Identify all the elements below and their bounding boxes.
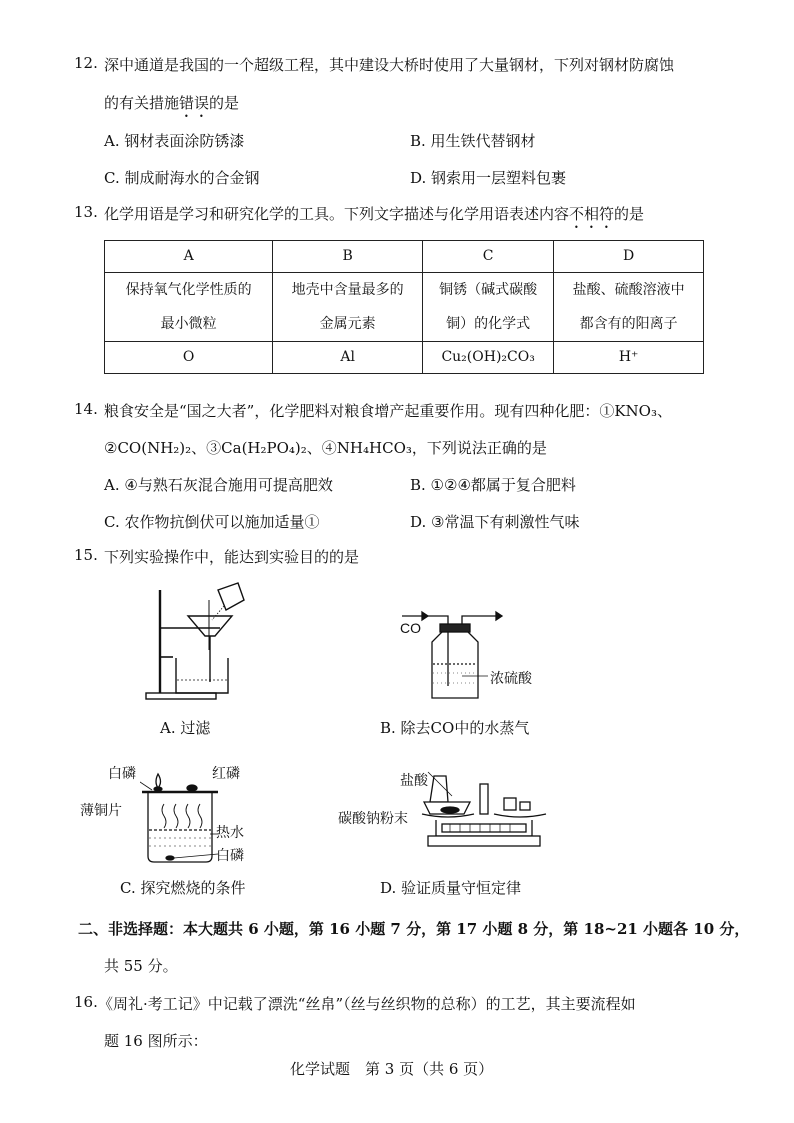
weight-small [520,802,530,810]
q13-header-b: B [273,241,423,273]
q16-stem-line2: 题 16 图所示： [104,1032,208,1050]
q14-stem-line1: 粮食安全是“国之大者”，化学肥料对粮食增产起重要作用。现有四种化肥：①KNO₃、 [104,402,672,420]
q12-option-a: A. 钢材表面涂防锈漆 [104,132,245,150]
q15-stem: 下列实验操作中，能达到实验目的的是 [104,548,360,566]
q15-caption-a: A. 过滤 [160,719,211,737]
q13-desc-b: 地壳中含量最多的 金属元素 [273,273,423,342]
combustion-diagram [140,764,220,869]
q14-option-d: D. ③常温下有刺激性气味 [410,513,580,531]
q12-emphasis: 错误 [179,94,210,112]
q16-number: 16. [74,993,98,1011]
weight-large [504,798,516,810]
label-white-phosphorus-top: 白磷 [108,766,136,782]
q16-stem-line1: 《周礼·考工记》中记载了漂洗“丝帛”（丝与丝织物的总称）的工艺，其主要流程如 [98,995,636,1013]
q13-emphasis: 不相符 [569,205,615,223]
red-phosphorus-pile [187,785,197,791]
q13-symbol-a: O [105,342,273,374]
q13-desc-a: 保持氧气化学性质的 最小微粒 [105,273,273,342]
label-co: CO [400,620,421,636]
q15-caption-c: C. 探究燃烧的条件 [120,879,246,897]
filtration-diagram [140,580,250,705]
label-copper-sheet: 薄铜片 [80,803,122,819]
label-hot-water: 热水 [216,825,244,841]
stopper [440,624,470,632]
flame-icon [156,774,161,788]
q13-number: 13. [74,203,98,221]
iron-stand-base [146,693,216,699]
q13-header-a: A [105,241,273,273]
q12-option-d: D. 钢索用一层塑料包裹 [410,169,567,187]
q12-stem-line1: 深中通道是我国的一个超级工程，其中建设大桥时使用了大量钢材，下列对钢材防腐蚀 [104,56,675,74]
pouring-beaker [218,583,244,610]
label-sodium-carbonate: 碳酸钠粉末 [338,811,408,827]
q13-symbol-d: H⁺ [554,342,704,374]
q14-number: 14. [74,400,98,418]
q15-caption-b: B. 除去CO中的水蒸气 [380,719,530,737]
q13-stem: 化学用语是学习和研究化学的工具。下列文字描述与化学用语表述内容不相符的是 [104,205,645,223]
right-pan [494,814,546,817]
balance-base [428,836,540,846]
section2-heading: 二、非选择题：本大题共 6 小题，第 16 小题 7 分，第 17 小题 8 分，第 18~21 小题各 10 分， [78,920,750,938]
q13-header-c: C [423,241,554,273]
q14-option-a: A. ④与熟石灰混合施用可提高肥效 [104,476,333,494]
beaker [148,792,212,862]
balance-pointer [480,784,488,814]
q13-symbol-c: Cu₂(OH)₂CO₃ [423,342,554,374]
section2-heading-line2: 共 55 分。 [104,957,178,975]
q13-desc-c: 铜锈（碱式碳酸 铜）的化学式 [423,273,554,342]
q13-desc-d: 盐酸、硫酸溶液中 都含有的阳离子 [554,273,704,342]
q14-option-c: C. 农作物抗倒伏可以施加适量① [104,513,320,531]
q13-symbol-b: Al [273,342,423,374]
bottle [432,632,478,698]
label-white-phosphorus-bottom: 白磷 [216,848,244,864]
balance-diagram [420,768,555,858]
q12-option-b: B. 用生铁代替钢材 [410,132,536,150]
submerged-white-phosphorus [166,856,174,860]
receiving-beaker [176,658,228,693]
balance-body [436,820,532,836]
label-red-phosphorus: 红磷 [212,766,240,782]
funnel-cone [188,616,232,636]
q14-stem-line2: ②CO(NH₂)₂、③Ca(H₂PO₄)₂、④NH₄HCO₃，下列说法正确的是 [104,439,547,457]
page-footer: 化学试题 第 3 页（共 6 页） [290,1060,494,1078]
label-conc-sulfuric-acid: 浓硫酸 [490,671,532,687]
label-hydrochloric-acid: 盐酸 [400,773,428,789]
q13-table [104,240,704,374]
q12-stem-line2: 的有关措施错误的是 [104,94,240,112]
q15-number: 15. [74,546,98,564]
q13-header-d: D [554,241,704,273]
q14-option-b: B. ①②④都属于复合肥料 [410,476,576,494]
q12-number: 12. [74,54,98,72]
q12-option-c: C. 制成耐海水的合金钢 [104,169,260,187]
q15-caption-d: D. 验证质量守恒定律 [380,879,522,897]
